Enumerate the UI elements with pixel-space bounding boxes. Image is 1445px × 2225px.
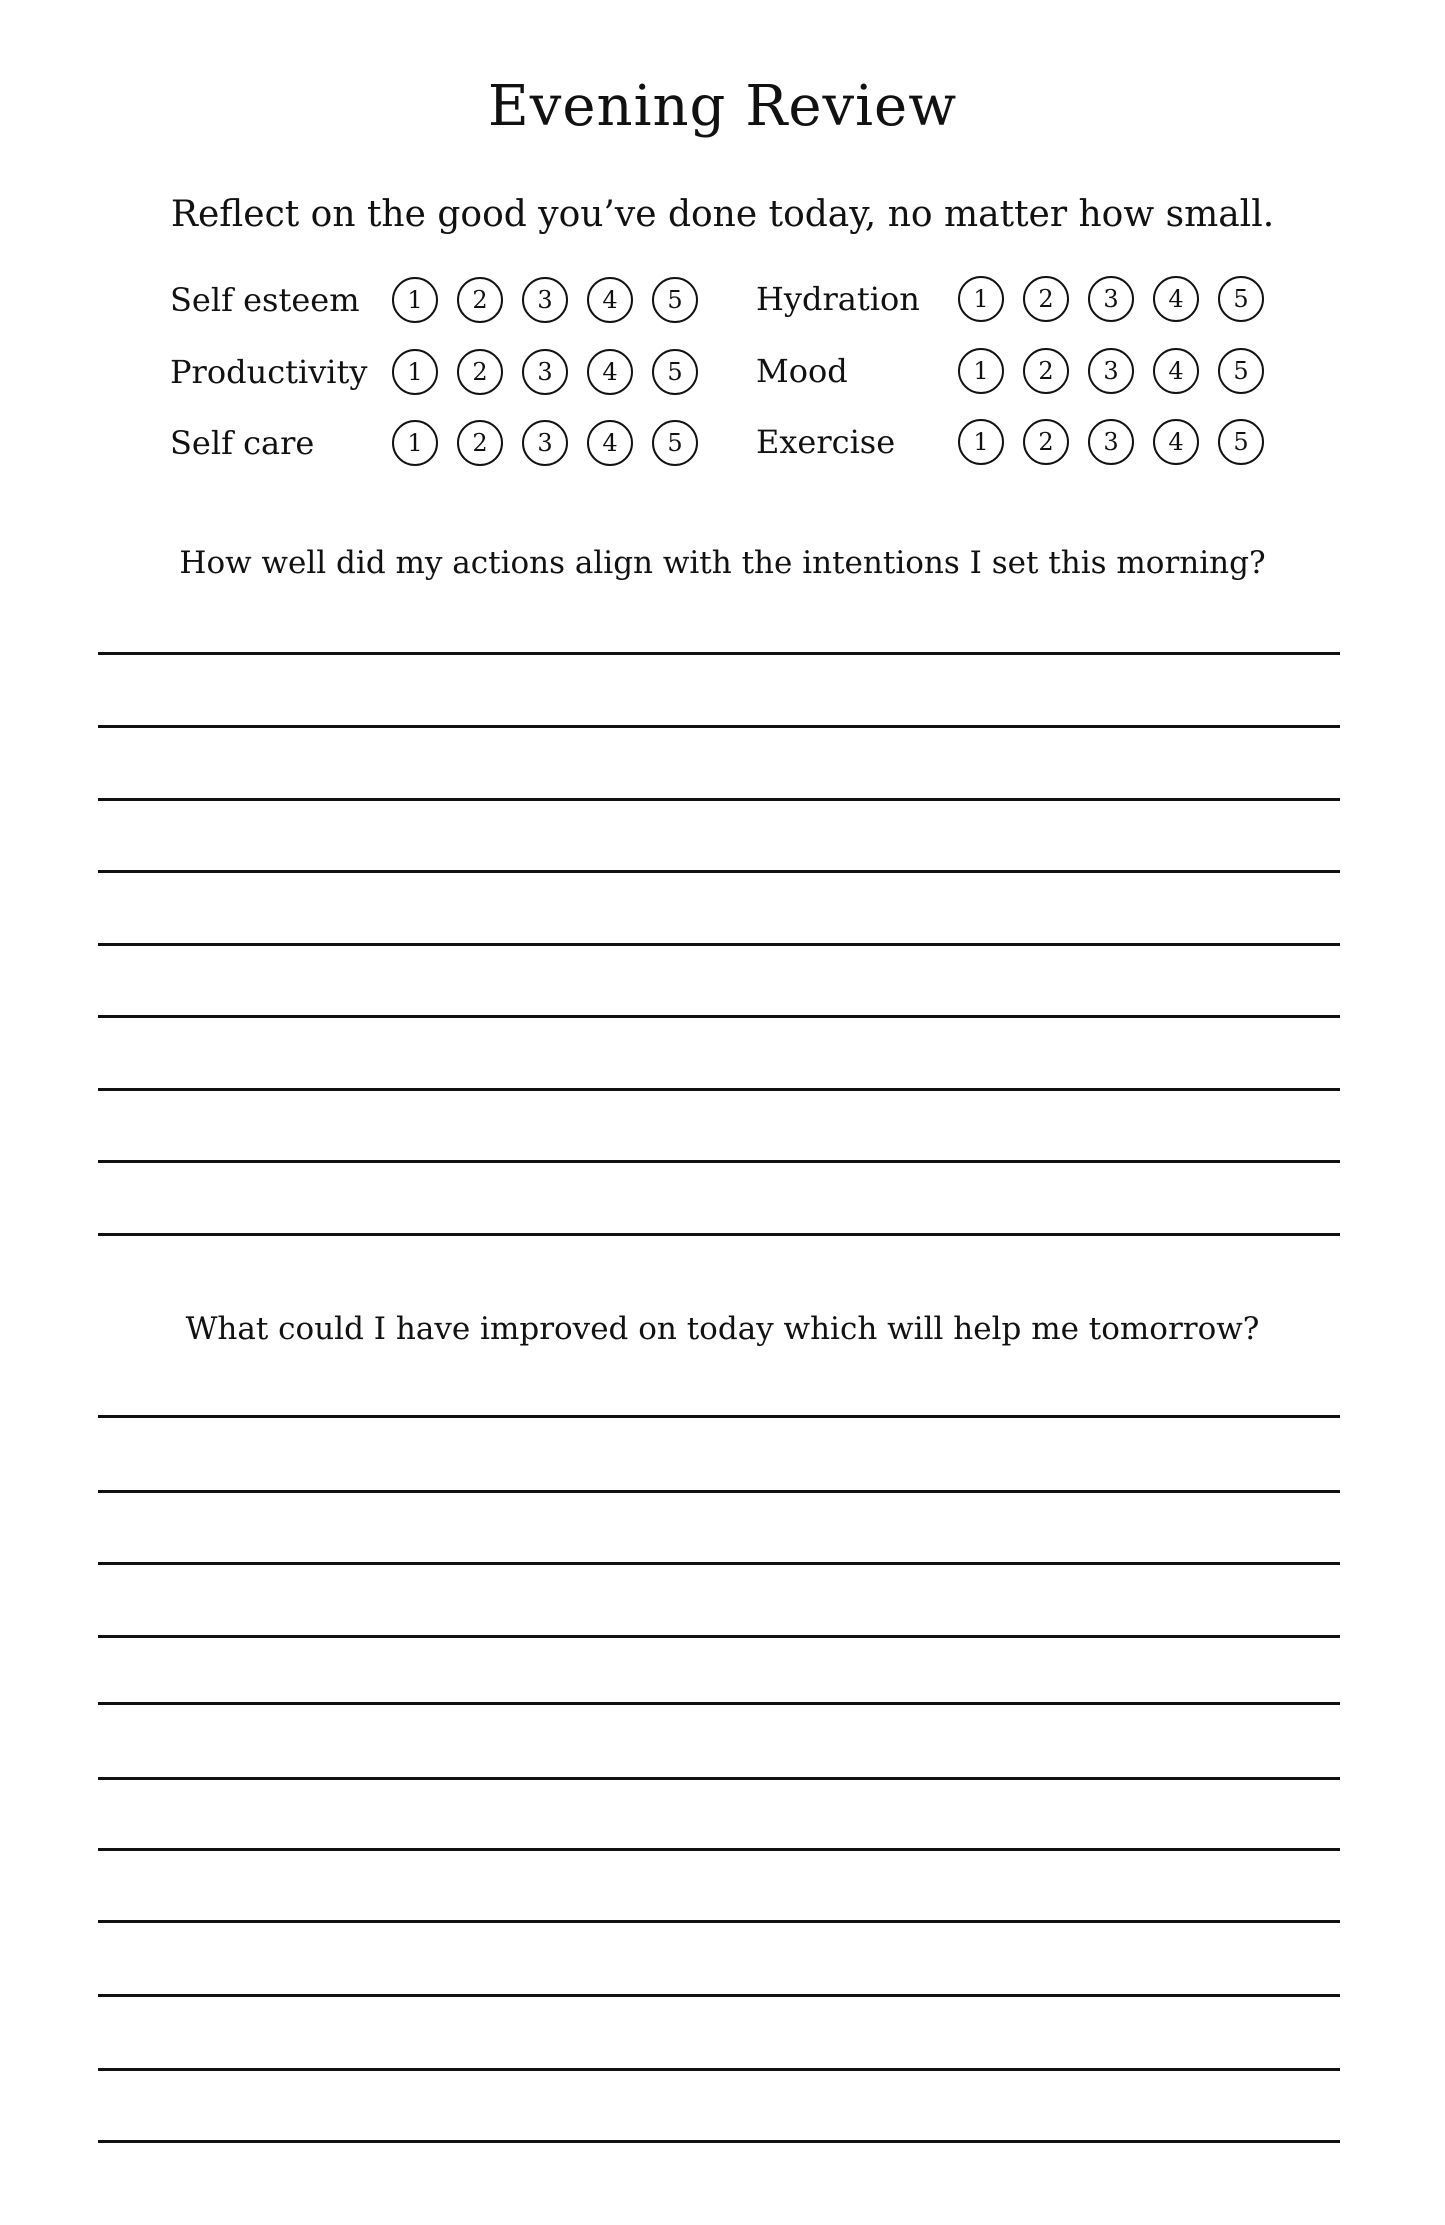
rating-row-hydration <box>756 271 1264 327</box>
rating-option-3[interactable]: 3 <box>522 420 568 466</box>
rating-option-2[interactable]: 2 <box>457 420 503 466</box>
rating-row-productivity <box>170 344 698 400</box>
rating-scale <box>958 276 1264 322</box>
writing-line[interactable] <box>98 1562 1340 1565</box>
rating-option-1[interactable]: 1 <box>958 419 1004 465</box>
rating-scale <box>392 420 698 466</box>
rating-option-1[interactable]: 1 <box>958 276 1004 322</box>
rating-scale <box>392 277 698 323</box>
rating-option-3[interactable]: 3 <box>522 349 568 395</box>
rating-option-2[interactable]: 2 <box>457 349 503 395</box>
rating-option-2[interactable]: 2 <box>1023 276 1069 322</box>
writing-line[interactable] <box>98 1848 1340 1851</box>
page-subtitle: Reflect on the good you’ve done today, no matter how small. <box>170 194 1275 235</box>
rating-option-4[interactable]: 4 <box>587 349 633 395</box>
question-alignment: How well did my actions align with the intentions I set this morning? <box>179 545 1266 581</box>
rating-row-self-esteem <box>170 272 698 328</box>
writing-line[interactable] <box>98 1233 1340 1236</box>
rating-option-1[interactable]: 1 <box>392 277 438 323</box>
rating-scale <box>958 348 1264 394</box>
rating-option-5[interactable]: 5 <box>652 277 698 323</box>
writing-line[interactable] <box>98 652 1340 655</box>
rating-row-mood <box>756 343 1264 399</box>
rating-row-exercise <box>756 414 1264 470</box>
writing-line[interactable] <box>98 1635 1340 1638</box>
rating-option-5[interactable]: 5 <box>1218 348 1264 394</box>
rating-option-3[interactable]: 3 <box>1088 419 1134 465</box>
rating-label: Hydration <box>756 280 920 318</box>
writing-line[interactable] <box>98 1994 1340 1997</box>
rating-option-2[interactable]: 2 <box>1023 348 1069 394</box>
rating-option-1[interactable]: 1 <box>958 348 1004 394</box>
writing-line[interactable] <box>98 1490 1340 1493</box>
rating-option-5[interactable]: 5 <box>1218 276 1264 322</box>
rating-option-2[interactable]: 2 <box>1023 419 1069 465</box>
rating-option-4[interactable]: 4 <box>587 277 633 323</box>
writing-line[interactable] <box>98 1015 1340 1018</box>
writing-line[interactable] <box>98 725 1340 728</box>
writing-line[interactable] <box>98 1920 1340 1923</box>
rating-option-4[interactable]: 4 <box>1153 276 1199 322</box>
question-improvement: What could I have improved on today which will help me tomorrow? <box>185 1311 1260 1347</box>
writing-line[interactable] <box>98 943 1340 946</box>
rating-option-3[interactable]: 3 <box>1088 348 1134 394</box>
rating-option-3[interactable]: 3 <box>522 277 568 323</box>
rating-option-4[interactable]: 4 <box>1153 419 1199 465</box>
rating-label: Self care <box>170 424 315 462</box>
writing-line[interactable] <box>98 2068 1340 2071</box>
writing-line[interactable] <box>98 1415 1340 1418</box>
rating-scale <box>392 349 698 395</box>
writing-line[interactable] <box>98 870 1340 873</box>
writing-line[interactable] <box>98 1088 1340 1091</box>
rating-option-2[interactable]: 2 <box>457 277 503 323</box>
rating-option-5[interactable]: 5 <box>652 420 698 466</box>
rating-label: Productivity <box>170 353 368 391</box>
rating-label: Exercise <box>756 423 896 461</box>
rating-option-4[interactable]: 4 <box>1153 348 1199 394</box>
rating-option-1[interactable]: 1 <box>392 349 438 395</box>
rating-option-5[interactable]: 5 <box>652 349 698 395</box>
writing-line[interactable] <box>98 1160 1340 1163</box>
writing-line[interactable] <box>98 1702 1340 1705</box>
rating-row-self-care <box>170 415 698 471</box>
rating-scale <box>958 419 1264 465</box>
rating-option-3[interactable]: 3 <box>1088 276 1134 322</box>
rating-option-1[interactable]: 1 <box>392 420 438 466</box>
ratings-grid <box>0 0 1445 500</box>
rating-label: Mood <box>756 352 848 390</box>
page-title: Evening Review <box>487 74 958 139</box>
writing-line[interactable] <box>98 798 1340 801</box>
writing-line[interactable] <box>98 2140 1340 2143</box>
rating-label: Self esteem <box>170 281 360 319</box>
rating-option-5[interactable]: 5 <box>1218 419 1264 465</box>
rating-option-4[interactable]: 4 <box>587 420 633 466</box>
writing-line[interactable] <box>98 1777 1340 1780</box>
